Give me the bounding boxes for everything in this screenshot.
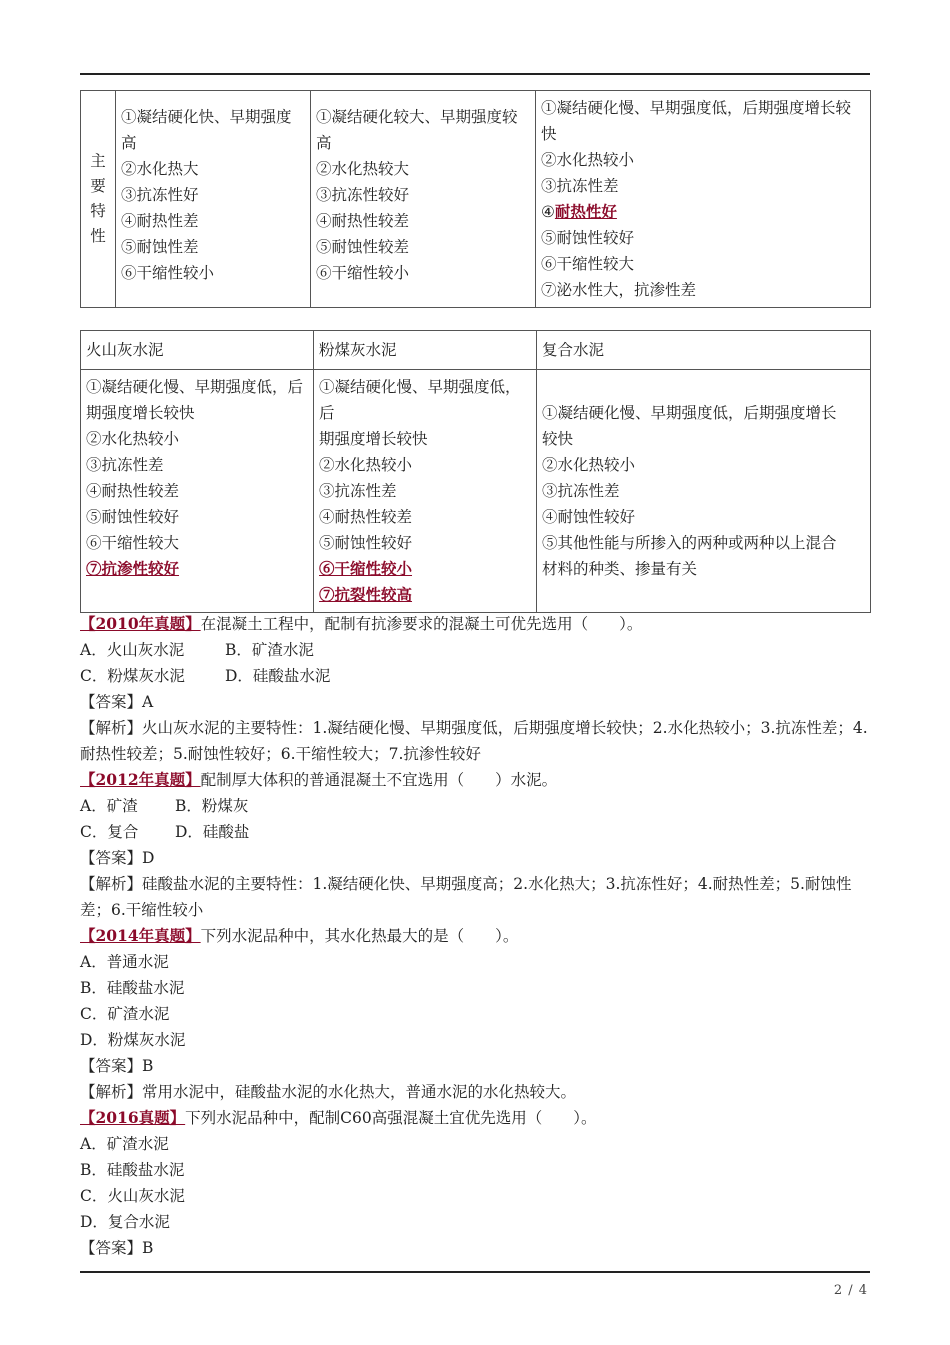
table-cell: ①凝结硬化慢、早期强度低，后 期强度增长较快 ②水化热较小 ③抗冻性差 ④耐热性较差 ⑤耐蚀性较好 ⑥干缩性较小 ⑦抗裂性较高 xyxy=(314,370,537,613)
option: C．火山灰水泥 xyxy=(80,1187,185,1205)
analysis: 【解析】硅酸盐水泥的主要特性：1.凝结硬化快、早期强度高；2.水化热大；3.抗冻性好；4.耐热性差；5.耐蚀性 xyxy=(80,875,852,893)
option: B．硅酸盐水泥 xyxy=(80,979,185,997)
question-tag: 【2014年真题】 xyxy=(80,926,201,945)
exam-questions xyxy=(80,611,870,1261)
properties-table-2 xyxy=(80,330,871,613)
option: A．矿渣水泥 xyxy=(80,1135,169,1153)
table-cell: ①凝结硬化快、早期强度 高 ②水化热大 ③抗冻性好 ④耐热性差 ⑤耐蚀性差 ⑥干缩性较小 xyxy=(116,91,311,308)
option: C．矿渣水泥 xyxy=(80,1005,170,1023)
highlight-text: ⑦抗裂性较高 xyxy=(319,585,413,604)
question-4: 【2016真题】下列水泥品种中，配制C60高强混凝土宜优先选用（ ）。 xyxy=(80,1108,597,1127)
table-row xyxy=(81,370,871,613)
option: A．火山灰水泥 xyxy=(80,641,185,659)
column-header: 火山灰水泥 xyxy=(81,331,314,370)
option: D．硅酸盐 xyxy=(175,823,250,841)
option: B．硅酸盐水泥 xyxy=(80,1161,185,1179)
option: D．复合水泥 xyxy=(80,1213,170,1231)
answer: 【答案】D xyxy=(80,849,155,867)
answer: 【答案】B xyxy=(80,1239,154,1257)
row-label: 主 要 特 性 xyxy=(81,91,116,308)
answer: 【答案】B xyxy=(80,1057,154,1075)
highlight-text: ⑦抗渗性较好 xyxy=(86,559,180,578)
answer: 【答案】A xyxy=(80,693,154,711)
option: B．矿渣水泥 xyxy=(225,641,314,659)
option: C．复合 xyxy=(80,823,139,841)
table-cell: ①凝结硬化慢、早期强度低，后 期强度增长较快 ②水化热较小 ③抗冻性差 ④耐热性较差 ⑤耐蚀性较好 ⑥干缩性较大 ⑦抗渗性较好 xyxy=(81,370,314,613)
highlight-text: 耐热性好 xyxy=(554,202,617,221)
analysis: 差；6.干缩性较小 xyxy=(80,901,204,919)
option: D．粉煤灰水泥 xyxy=(80,1031,186,1049)
header-rule xyxy=(80,73,870,75)
question-tag: 【2016真题】 xyxy=(80,1108,186,1127)
option: D．硅酸盐水泥 xyxy=(225,667,331,685)
option: A．矿渣 xyxy=(80,797,138,815)
analysis: 【解析】火山灰水泥的主要特性：1.凝结硬化慢、早期强度低，后期强度增长较快；2.水化热较小；3.抗冻性差；4. xyxy=(80,719,868,737)
table-cell: ①凝结硬化较大、早期强度较 高 ②水化热较大 ③抗冻性较好 ④耐热性较差 ⑤耐蚀性较差 ⑥干缩性较小 xyxy=(311,91,536,308)
table-row xyxy=(81,91,871,308)
analysis: 【解析】常用水泥中，硅酸盐水泥的水化热大，普通水泥的水化热较大。 xyxy=(80,1083,577,1101)
question-3: 【2014年真题】下列水泥品种中，其水化热最大的是（ ）。 xyxy=(80,926,519,945)
properties-table-1 xyxy=(80,90,871,308)
table-cell: ①凝结硬化慢、早期强度低，后期强度增长较 快 ②水化热较小 ③抗冻性差 ④耐热性好 ⑤耐蚀性较好 ⑥干缩性较大 ⑦泌水性大，抗渗性差 xyxy=(536,91,871,308)
question-2: 【2012年真题】配制厚大体积的普通混凝土不宜选用（ ）水泥。 xyxy=(80,770,558,789)
table-header-row xyxy=(81,331,871,370)
option: B．粉煤灰 xyxy=(175,797,249,815)
column-header: 粉煤灰水泥 xyxy=(314,331,537,370)
question-1: 【2010年真题】在混凝土工程中，配制有抗渗要求的混凝土可优先选用（ ）。 xyxy=(80,614,643,633)
analysis: 耐热性较差；5.耐蚀性较好；6.干缩性较大；7.抗渗性较好 xyxy=(80,745,481,763)
table-cell: ①凝结硬化慢、早期强度低，后期强度增长 较快 ②水化热较小 ③抗冻性差 ④耐蚀性较好 ⑤其他性能与所掺入的两种或两种以上混合 材料的种类、掺量有关 xyxy=(537,370,871,613)
question-tag: 【2012年真题】 xyxy=(80,770,201,789)
option: A．普通水泥 xyxy=(80,953,169,971)
footer-rule xyxy=(80,1271,870,1273)
question-tag: 【2010年真题】 xyxy=(80,614,201,633)
page-number: 2 / 4 xyxy=(833,1283,868,1298)
highlight-text: ⑥干缩性较小 xyxy=(319,559,413,578)
column-header: 复合水泥 xyxy=(537,331,871,370)
option: C．粉煤灰水泥 xyxy=(80,667,185,685)
